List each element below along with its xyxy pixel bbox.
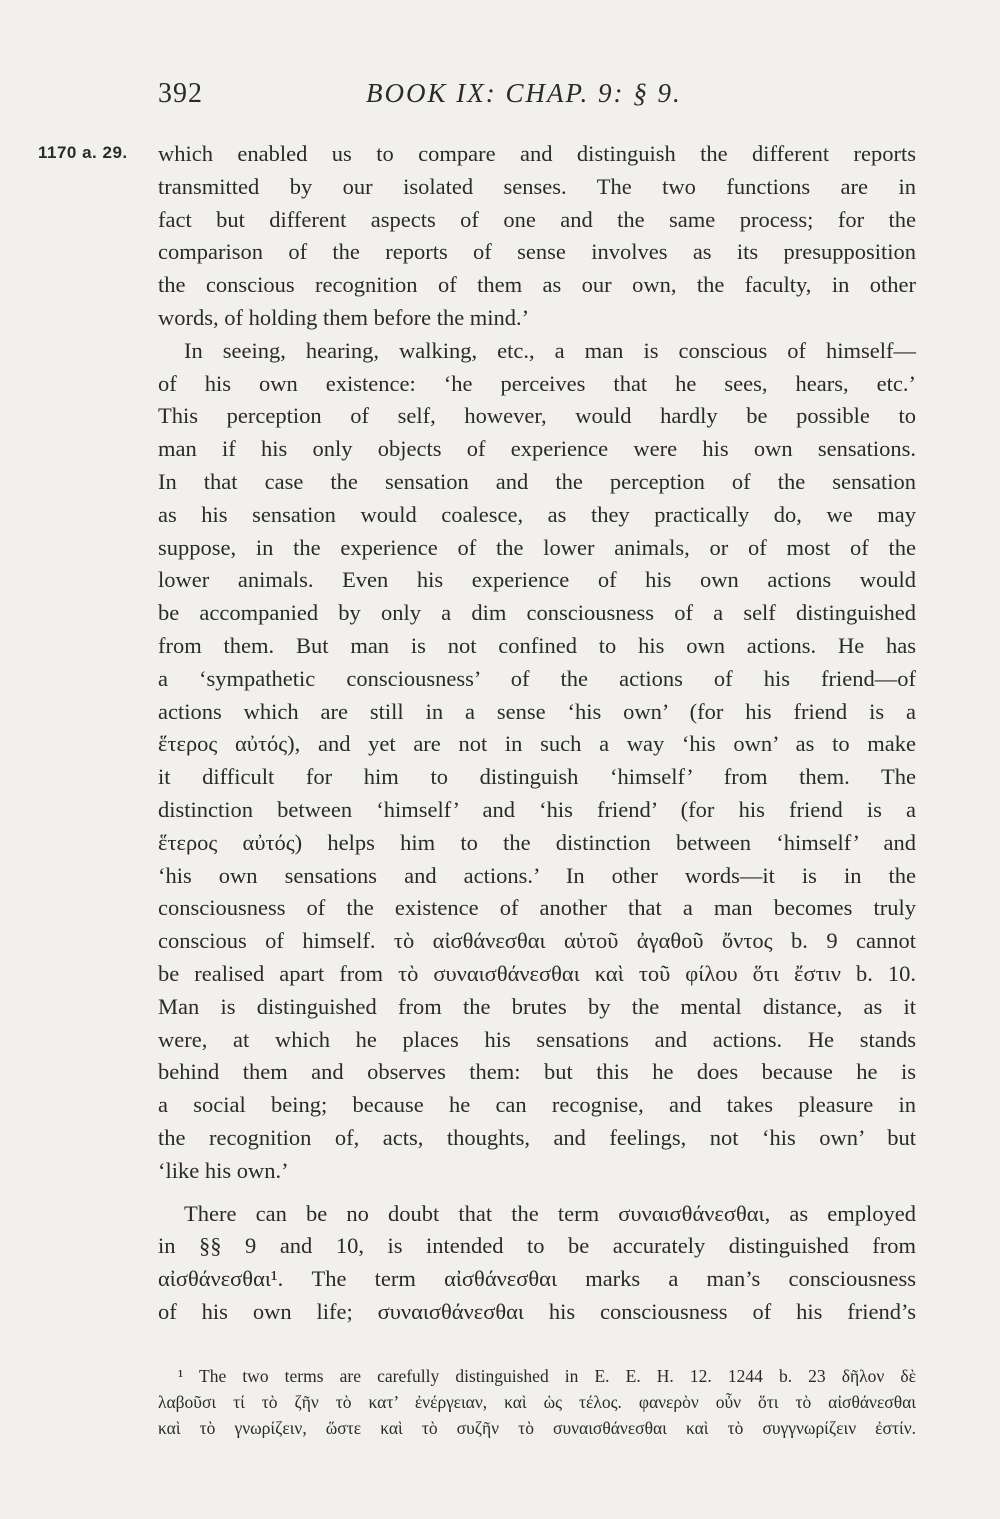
text-line: as his sensation would coalesce, as they practically do, we may [158,501,916,527]
text-line: In seeing, hearing, walking, etc., a man is conscious of himself— [184,337,916,363]
text-line: distinction between ‘himself’ and ‘his friend’ (for his friend is a [158,796,916,822]
text-line: conscious of himself. τὸ αἰσθάνεσθαι αὑτοῦ ἀγαθοῦ ὄντος b. 9 cannot [158,928,916,954]
body-text [158,138,916,1329]
text-line: There can be no doubt that the term συναισθάνεσθαι, as employed [184,1200,916,1226]
running-title: BOOK IX: CHAP. 9: § 9. [366,78,682,108]
text-line: a social being; because he can recognise, and takes pleasure in [158,1092,916,1118]
text-line: This perception of self, however, would hardly be possible to [158,403,916,429]
text-line: In that case the sensation and the perception of the sensation [158,468,916,494]
text-line: lower animals. Even his experience of his own actions would [158,567,916,593]
footnote-line: καὶ τὸ γνωρίζειν, ὥστε καὶ τὸ συζῆν τὸ συναισθάνεσθαι καὶ τὸ συγγνωρίζειν ἐστίν. [158,1418,916,1438]
text-line: behind them and observes them: but this he does because he is [158,1059,916,1085]
text-line: man if his only objects of experience were his own sensations. [158,436,916,462]
text-line: actions which are still in a sense ‘his own’ (for his friend is a [158,698,916,724]
text-line: of his own existence: ‘he perceives that he sees, hears, etc.’ [158,370,916,396]
text-line: ‘like his own.’ [158,1157,289,1183]
text-line: in §§ 9 and 10, is intended to be accurately distinguished from [158,1233,916,1259]
text-line: the conscious recognition of them as our own, the faculty, in other [158,272,916,298]
text-line: Man is distinguished from the brutes by the mental distance, as it [158,993,916,1019]
footnotes [158,1363,916,1441]
text-line: it difficult for him to distinguish ‘himself’ from them. The [158,764,916,790]
page-header [158,78,918,122]
text-line: the recognition of, acts, thoughts, and feelings, not ‘his own’ but [158,1124,916,1150]
text-line: of his own life; συναισθάνεσθαι his consciousness of his friend’s [158,1298,916,1324]
text-line: were, at which he places his sensations and actions. He stands [158,1026,916,1052]
text-line: fact but different aspects of one and the same process; for the [158,206,916,232]
text-line: which enabled us to compare and distinguish the different reports [158,141,916,166]
text-line: ἕτερος αὐτός) helps him to the distinction between ‘himself’ and [158,829,916,855]
text-line: a ‘sympathetic consciousness’ of the actions of his friend—of [158,665,916,691]
footnote-line: λαβοῦσι τί τὸ ζῆν τὸ κατ’ ἐνέργειαν, καὶ ὡς τέλος. φανερὸν οὖν ὅτι τὸ αἰσθάνεσθαι [158,1392,916,1412]
text-line: be realised apart from τὸ συναισθάνεσθαι καὶ τοῦ φίλου ὅτι ἔστιν b. 10. [158,960,916,986]
text-line: consciousness of the existence of another that a man becomes truly [158,895,916,921]
text-line: transmitted by our isolated senses. The two functions are in [158,173,916,199]
text-line: ἕτερος αὐτός), and yet are not in such a way ‘his own’ as to make [158,731,916,757]
text-line: comparison of the reports of sense involves as its presupposition [158,239,916,265]
text-line: words, of holding them before the mind.’ [158,304,530,330]
text-line: be accompanied by only a dim consciousness of a self distinguished [158,600,916,626]
margin-reference: 1170 a. 29. [38,143,128,162]
text-line: suppose, in the experience of the lower animals, or of most of the [158,534,916,560]
text-line: from them. But man is not confined to his own actions. He has [158,632,916,658]
text-line: αἰσθάνεσθαι¹. The term αἰσθάνεσθαι marks a man’s consciousness [158,1266,916,1292]
page-number: 392 [158,78,203,109]
footnote-line: ¹ The two terms are carefully distinguished in E. E. H. 12. 1244 b. 23 δῆλον δὲ [178,1366,916,1386]
text-line: ‘his own sensations and actions.’ In other words—it is in the [158,862,916,888]
